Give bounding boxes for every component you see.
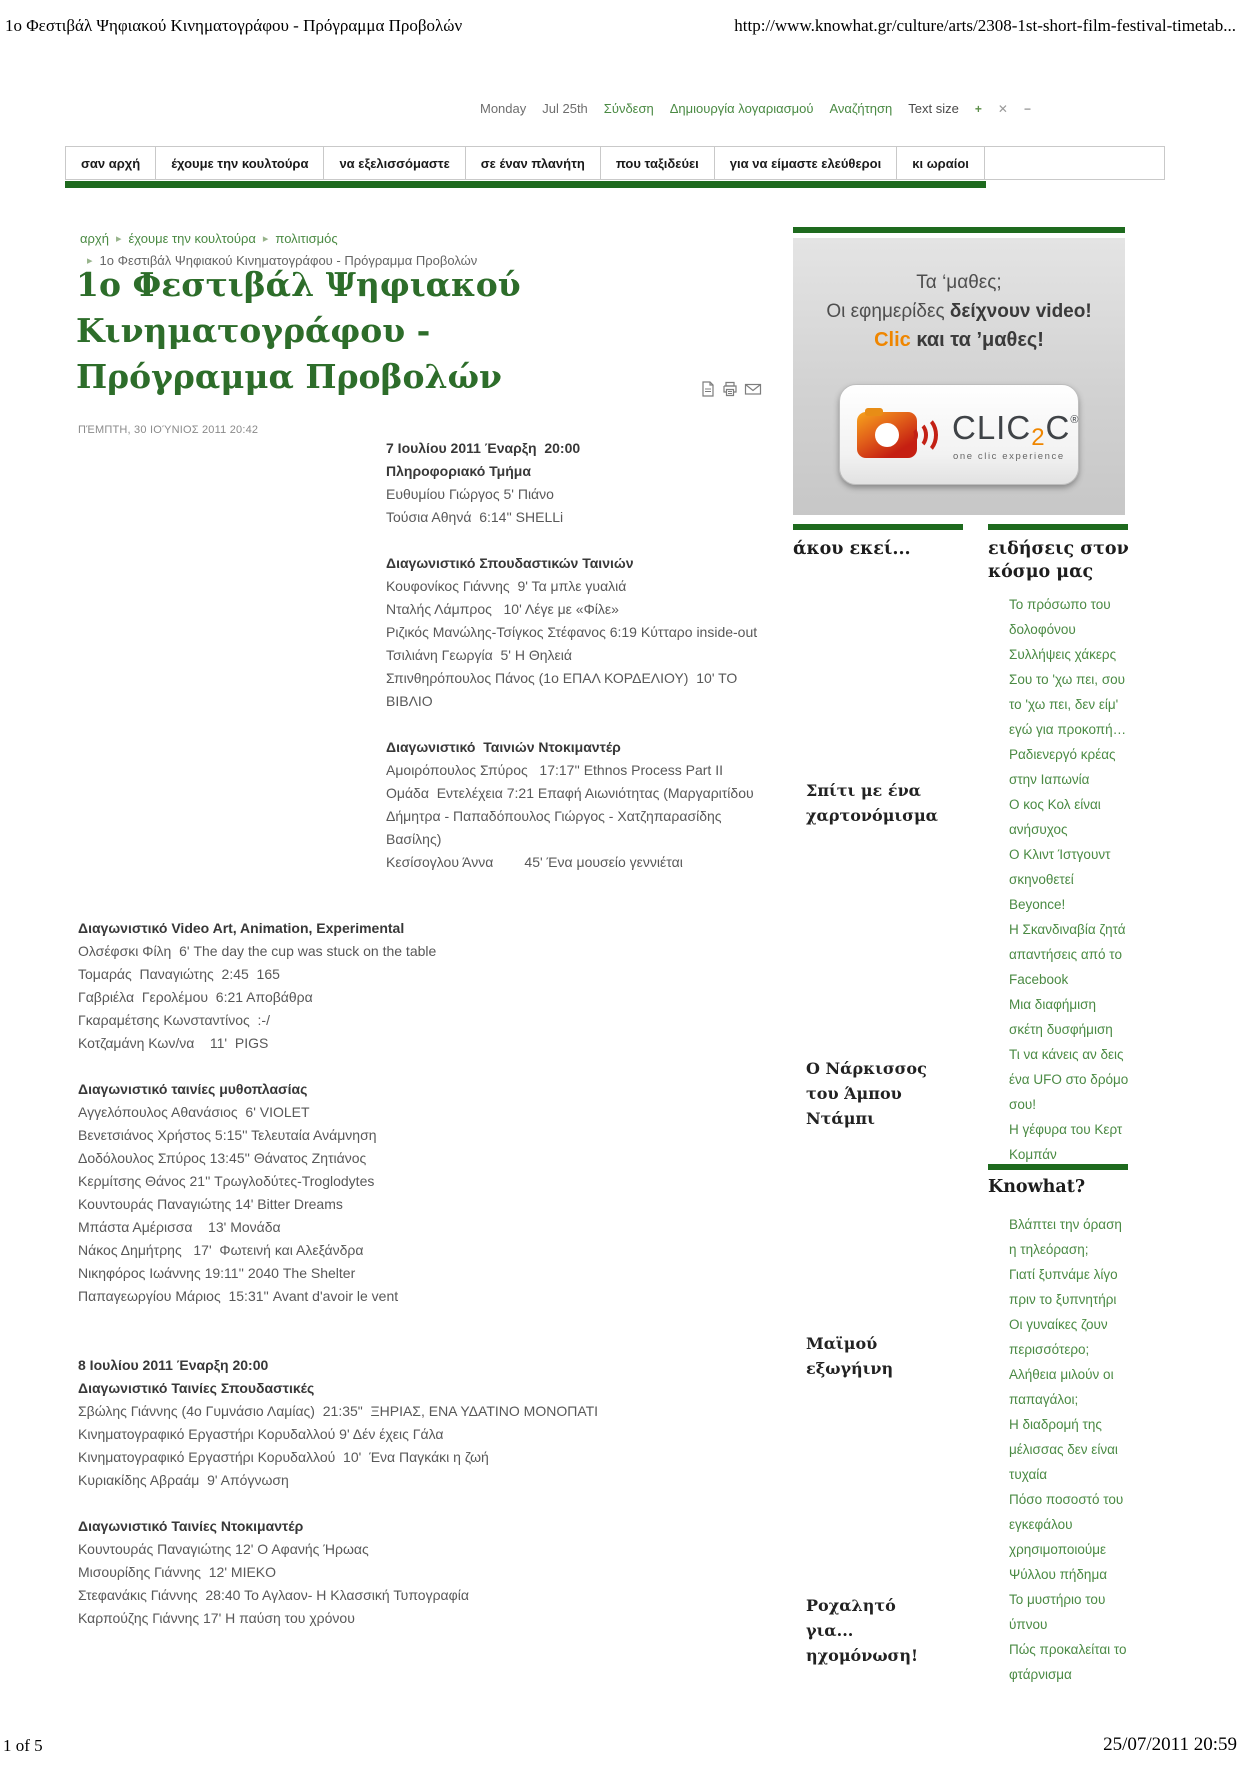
breadcrumb-item[interactable]: αρχή	[80, 231, 109, 246]
page-title: 1ο Φεστιβάλ Ψηφιακού Κινηματογράφου - Πρόγραμμα Προβολών	[76, 265, 521, 396]
program-line	[386, 529, 771, 552]
nav-tab[interactable]: για να είμαστε ελεύθεροι	[715, 147, 897, 179]
program-line: Σβώλης Γιάννης (4ο Γυμνάσιο Λαμίας) 21:35" ΞΗΡΙΑΣ, ΕΝΑ ΥΔΑΤΙΝΟ ΜΟΝΟΠΑΤΙ	[78, 1403, 599, 1419]
knowhat-link[interactable]: Γιατί ξυπνάμε λίγο πριν το ξυπνητήρι	[1009, 1267, 1118, 1307]
knowhat-list	[1009, 1212, 1133, 1687]
knowhat-link[interactable]: Το μυστήριο του ύπνου	[1009, 1592, 1106, 1632]
nav-tab[interactable]: σε έναν πλανήτη	[466, 147, 601, 179]
clic2c-logo	[839, 384, 1079, 485]
topbar	[480, 101, 1032, 116]
program-line: Τομαράς Παναγιώτης 2:45 165	[78, 966, 280, 982]
news-link[interactable]: Ο κος Κολ είναι ανήσυχος	[1009, 797, 1101, 837]
program-line: Καρπούζης Γιάννης 17' Η παύση του χρόνου	[78, 1610, 355, 1626]
nav-tab[interactable]: κι ωραίοι	[897, 147, 985, 179]
program-line: Κινηματογραφικό Εργαστήρι Κορυδαλλού 9' Δέν έχεις Γάλα	[78, 1426, 444, 1442]
pdf-icon[interactable]	[700, 381, 716, 397]
program-line: Ομάδα Εντελέχεια 7:21 Επαφή Αιωνιότητας (Μαργαριτίδου Δήμητρα - Παπαδόπουλος Γιώργος - Χατζηπαρασίδης Βασίλης)	[386, 785, 757, 847]
print-header-url: http://www.knowhat.gr/culture/arts/2308-1st-short-film-festival-timetab...	[734, 16, 1236, 35]
nav-tab[interactable]: που ταξιδεύει	[601, 147, 715, 179]
news-list	[1009, 592, 1133, 1167]
program-line: Κινηματογραφικό Εργαστήρι Κορυδαλλού 10' Ένα Παγκάκι η ζωή	[78, 1449, 489, 1465]
nav-tab[interactable]: να εξελισσόμαστε	[324, 147, 465, 179]
program-line: Γαβριέλα Γερολέμου 6:21 Αποβάθρα	[78, 989, 313, 1005]
program-line: Κεσίσογλου Άννα 45' Ένα μουσείο γεννιέται	[386, 854, 683, 870]
program-line: Νάκος Δημήτρης 17' Φωτεινή και Αλεξάνδρα	[78, 1242, 364, 1258]
news-accent-bar	[988, 524, 1128, 530]
program-line: Παπαγεωργίου Μάριος 15:31'' Avant d'avoir le vent	[78, 1288, 399, 1304]
program-line	[78, 1492, 718, 1515]
program-line: Διαγωνιστικό Ταινιών Ντοκιμαντέρ	[386, 739, 621, 755]
program-line: Κερμίτσης Θάνος 21'' Τρωγλοδύτες-Troglodytes	[78, 1173, 375, 1189]
listen-accent-bar	[793, 524, 963, 530]
search-link[interactable]: Αναζήτηση	[829, 101, 893, 116]
reset-font-icon[interactable]: ✕	[997, 101, 1008, 116]
news-link[interactable]: Ραδιενεργό κρέας στην Ιαπωνία	[1009, 747, 1116, 787]
news-link[interactable]: Η γέφυρα του Κερτ Κομπάν	[1009, 1122, 1123, 1162]
listen-article-link[interactable]: Μαϊμού εξωγήινη	[806, 1334, 894, 1378]
article-actions	[700, 381, 762, 397]
listen-article-link[interactable]: Σπίτι με ένα χαρτονόμισμα	[806, 781, 938, 825]
news-section-heading: ειδήσεις στον κόσμο μας	[988, 539, 1129, 582]
program-line: Στεφανάκις Γιάννης 28:40 Το Αγλαον- Η Κλασσική Τυπογραφία	[78, 1587, 469, 1603]
news-link[interactable]: Η Σκανδιναβία ζητά απαντήσεις από το Facebook	[1009, 922, 1126, 987]
program-line: Μισουρίδης Γιάννης 12' MIEKO	[78, 1564, 277, 1580]
signal-arc-icon	[906, 415, 938, 455]
print-header	[5, 16, 1236, 36]
program-line: Αγγελόπουλος Αθανάσιος 6' VIOLET	[78, 1104, 310, 1120]
program-line: Αμοιρόπουλος Σπύρος 17:17'' Ethnos Process Part II	[386, 762, 723, 778]
login-link[interactable]: Σύνδεση	[603, 101, 654, 116]
knowhat-link[interactable]: Οι γυναίκες ζουν περισσότερο;	[1009, 1317, 1108, 1357]
program-line: Βενετσιάνος Χρήστος 5:15'' Τελευταία Ανάμνηση	[78, 1127, 377, 1143]
ad-line2: Οι εφημερίδες δείχνουν video!	[826, 301, 1092, 322]
knowhat-link[interactable]: Η διαδρομή της μέλισσας δεν είναι τυχαία	[1009, 1417, 1118, 1482]
program-line: Διαγωνιστικό Video Art, Animation, Experimental	[78, 920, 405, 936]
text-size-label: Text size	[908, 101, 959, 116]
print-icon[interactable]	[722, 381, 738, 397]
program-line: Κυριακίδης Αβραάμ 9' Απόγνωση	[78, 1472, 289, 1488]
print-datetime: 25/07/2011 20:59	[1103, 1734, 1237, 1755]
nav-tab[interactable]: σαν αρχή	[66, 147, 156, 179]
program-line: Ολσέφσκι Φίλη 6' The day the cup was stuck on the table	[78, 943, 437, 959]
program-line: Σπινθηρόπουλος Πάνος (1ο ΕΠΑΛ ΚΟΡΔΕΛΙΟΥ) 10' ΤΟ ΒΙΒΛΙΟ	[386, 670, 742, 709]
clic2c-tagline: one clic experience	[953, 451, 1065, 462]
knowhat-link[interactable]: Πώς προκαλείται το φτάρνισμα	[1009, 1642, 1127, 1682]
program-line: Νικηφόρος Ιωάννης 19:11'' 2040 The Shelter	[78, 1265, 356, 1281]
program-line: Τσιλιάνη Γεωργία 5' Η Θηλειά	[386, 647, 572, 663]
print-header-title: 1ο Φεστιβάλ Ψηφιακού Κινηματογράφου - Πρόγραμμα Προβολών	[5, 16, 463, 35]
knowhat-link[interactable]: Πόσο ποσοστό του εγκεφάλου χρησιμοποιούμε	[1009, 1492, 1124, 1557]
knowhat-link[interactable]: Αλήθεια μιλούν οι παπαγάλοι;	[1009, 1367, 1114, 1407]
program-line: Διαγωνιστικό Σπουδαστικών Ταινιών	[386, 555, 634, 571]
festival-program-day2	[78, 917, 718, 1630]
breadcrumb-item[interactable]: ▸ 1ο Φεστιβάλ Ψηφιακού Κινηματογράφου - Πρόγραμμα Προβολών	[80, 253, 477, 268]
program-line: Δοδόλουλος Σπύρος 13:45'' Θάνατος Ζητιάνος	[78, 1150, 367, 1166]
increase-font-icon[interactable]: +	[974, 101, 982, 116]
program-line: Νταλής Λάμπρος 10' Λέγε με «Φίλε»	[386, 601, 619, 617]
knowhat-accent-bar	[988, 1164, 1128, 1170]
news-link[interactable]: Σου το 'χω πει, σου το 'χω πει, δεν είμ' εγώ για προκοπή…	[1009, 672, 1127, 737]
program-line: Διαγωνιστικό ταινίες μυθοπλασίας	[78, 1081, 308, 1097]
program-line: Διαγωνιστικό Ταινίες Σπουδαστικές	[78, 1380, 315, 1396]
news-link[interactable]: Το πρόσωπο του δολοφόνου	[1009, 597, 1111, 637]
listen-section-heading: άκου εκεί...	[793, 539, 911, 559]
listen-article-link[interactable]: Ροχαλητό για... ηχομόνωση!	[806, 1596, 918, 1665]
email-icon[interactable]	[744, 381, 762, 397]
program-line: Κοτζαμάνη Κων/να 11' PIGS	[78, 1035, 269, 1051]
program-line: Μπάστα Αμέρισσα 13' Μονάδα	[78, 1219, 281, 1235]
nav-accent-bar	[65, 181, 986, 188]
breadcrumb-item[interactable]: ▸ έχουμε την κουλτούρα	[109, 231, 256, 246]
news-link[interactable]: Συλλήψεις χάκερς	[1009, 647, 1117, 662]
news-link[interactable]: Μια διαφήμιση σκέτη δυσφήμιση	[1009, 997, 1113, 1037]
breadcrumb-separator-icon	[263, 232, 269, 245]
news-link[interactable]: Τι να κάνεις αν δεις ένα UFO στο δρόμο σου!	[1009, 1047, 1129, 1112]
ad-line1: Τα ‘μαθες;	[916, 272, 1002, 293]
festival-program-day1	[386, 437, 771, 874]
news-link[interactable]: Ο Κλιντ Ίστγουντ σκηνοθετεί Beyonce!	[1009, 847, 1111, 912]
program-line	[78, 1055, 718, 1078]
program-line	[78, 1308, 718, 1331]
program-line: Πληροφοριακό Τμήμα	[386, 463, 531, 479]
weekday-label: Monday	[480, 101, 527, 116]
page-number: 1 of 5	[3, 1736, 43, 1755]
program-line: Κουφονίκος Γιάννης 9' Τα μπλε γυαλιά	[386, 578, 627, 594]
program-line: Ριζικός Μανώλης-Τσίγκος Στέφανος 6:19 Κύτταρο inside-out	[386, 624, 758, 640]
program-line: Ευθυμίου Γιώργος 5' Πιάνο	[386, 486, 554, 502]
program-line: Γκαραμέτσης Κωνσταντίνος :-/	[78, 1012, 270, 1028]
program-line	[78, 1331, 718, 1354]
ad-accent-bar	[793, 227, 1125, 233]
program-line: Κουντουράς Παναγιώτης 14' Bitter Dreams	[78, 1196, 343, 1212]
program-line: Διαγωνιστικό Ταινίες Ντοκιμαντέρ	[78, 1518, 304, 1534]
main-nav	[65, 146, 1165, 180]
program-line: Κουντουράς Παναγιώτης 12' Ο Αφανής Ήρωας	[78, 1541, 369, 1557]
article-date: ΠΈΜΠΤΗ, 30 ΙΟΎΝΙΟΣ 2011 20:42	[78, 424, 259, 436]
ad-line3: Clic και τα ’μαθες!	[874, 329, 1044, 351]
breadcrumb-separator-icon	[116, 232, 122, 245]
knowhat-link[interactable]: Βλάπτει την όραση η τηλεόραση;	[1009, 1217, 1122, 1257]
date-label: Jul 25th	[542, 101, 588, 116]
clic2c-wordmark: CLIC2C®	[952, 409, 1079, 451]
program-line: 7 Ιουλίου 2011 Έναρξη 20:00	[386, 440, 581, 456]
nav-tab[interactable]: έχουμε την κουλτούρα	[156, 147, 324, 179]
program-line: Τούσια Αθηνά 6:14'' SHELLi	[386, 509, 564, 525]
breadcrumb-item[interactable]: ▸ πολιτισμός	[256, 231, 338, 246]
listen-article-link[interactable]: Ο Νάρκισσος του Άμπου Ντάμπι	[806, 1059, 927, 1128]
register-link[interactable]: Δημιουργία λογαριασμού	[669, 101, 814, 116]
decrease-font-icon[interactable]: −	[1023, 101, 1031, 116]
clic2c-ad-banner[interactable]	[793, 238, 1125, 515]
knowhat-link[interactable]: Ψύλλου πήδημα	[1009, 1567, 1108, 1582]
program-line	[386, 713, 771, 736]
knowhat-section-heading: Knowhat?	[988, 1177, 1086, 1197]
program-line: 8 Ιουλίου 2011 Έναρξη 20:00	[78, 1357, 269, 1373]
